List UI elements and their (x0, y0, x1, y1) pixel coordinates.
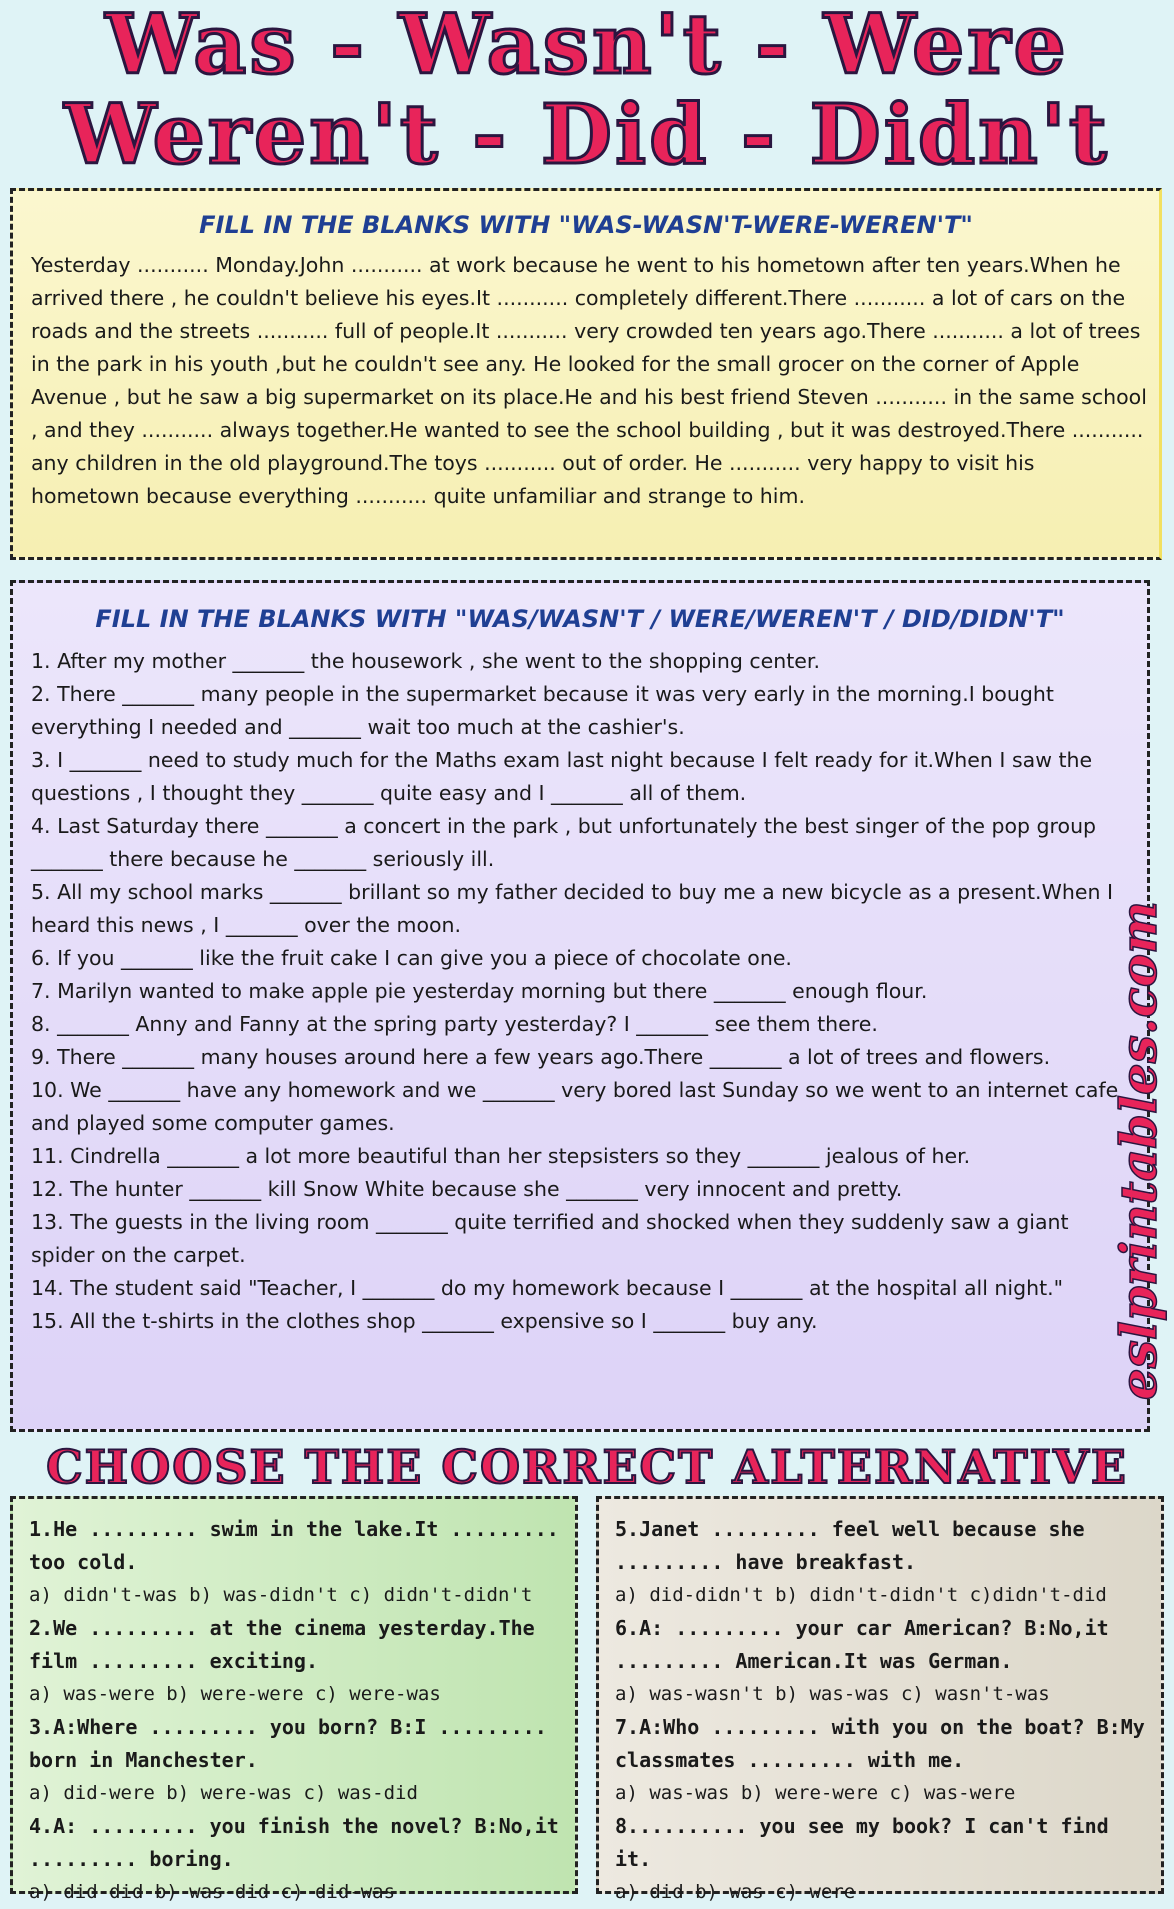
exercise-2-item: 3. I _______ need to study much for the Maths exam last night because I felt ready for it.When I saw the questions , I thought they _______ quite easy and I _______ all of them. (31, 748, 1093, 805)
exercise-2-item: 14. The student said "Teacher, I _______ do my homework because I _______ at the hospital all night." (31, 1276, 1064, 1300)
exercise-2-item: 10. We _______ have any homework and we _______ very bored last Sunday so we went to an internet cafe and played some computer games. (31, 1078, 1119, 1135)
mc-options: a) was-was b) were-were c) was-were (615, 1782, 1016, 1804)
mc-question: 4.A: ......... you finish the novel? B:No,it ......... boring. (29, 1814, 559, 1871)
mc-options: a) didn't-was b) was-didn't c) didn't-didn't (29, 1584, 533, 1606)
exercise-2-items (31, 645, 1133, 1338)
exercise-3-left-box (10, 1496, 578, 1903)
exercise-2-item: 1. After my mother _______ the housework , she went to the shopping center. (31, 649, 820, 673)
exercise-2-item: 7. Marilyn wanted to make apple pie yesterday morning but there _______ enough flour. (31, 979, 928, 1003)
exercise-2-item: 8. _______ Anny and Fanny at the spring party yesterday? I _______ see them there. (31, 1012, 878, 1036)
exercise-3-right-box (596, 1496, 1164, 1903)
page-title-line-2: Weren't - Did - Didn't (64, 87, 1110, 183)
exercise-2-item: 12. The hunter _______ kill Snow White because she _______ very innocent and pretty. (31, 1177, 903, 1201)
mc-options: a) was-wasn't b) was-was c) wasn't-was (615, 1683, 1050, 1705)
exercise-1-paragraph: Yesterday ........... Monday.John ........... at work because he went to his hometown after ten years.When he arrived there , he couldn't believe his eyes.It ........... completely different.There ........... a lot of cars on the roads and the streets ........... full of people.It ........... very crowded ten years ago.There ........... a lot of trees in the park in his youth ,but he couldn't see any. He looked for the small grocer on the corner of Apple Avenue , but he saw a big supermarket on its place.He and his best friend Steven ........... in the same school , and they ........... always together.He wanted to see the school building , but it was destroyed.There ........... any children in the old playground.The toys ........... out of order. He ........... very happy to visit his hometown because everything ........... quite unfamiliar and strange to him. (31, 253, 1147, 508)
watermark (1106, 870, 1172, 1430)
watermark-text: eslprintables.com (1109, 900, 1169, 1400)
mc-question: 5.Janet ......... feel well because she ......... have breakfast. (615, 1517, 1085, 1574)
exercise-2-item: 6. If you _______ like the fruit cake I can give you a piece of chocolate one. (31, 946, 792, 970)
mc-options: a) did b) was c) were (615, 1881, 856, 1903)
exercise-2-item: 11. Cindrella _______ a lot more beautiful than her stepsisters so they _______ jealous of her. (31, 1144, 971, 1168)
mc-question: 6.A: ......... your car American? B:No,it ......... American.It was German. (615, 1616, 1109, 1673)
exercise-3-heading: CHOOSE THE CORRECT ALTERNATIVE (46, 1440, 1128, 1494)
mc-options: a) was-were b) were-were c) were-was (29, 1683, 441, 1705)
exercise-2-item: 15. All the t-shirts in the clothes shop _______ expensive so I _______ buy any. (31, 1309, 818, 1333)
exercise-2-heading: FILL IN THE BLANKS WITH "WAS/WASN'T / WERE/WEREN'T / DID/DIDN'T" (95, 605, 1065, 633)
mc-question: 7.A:Who ......... with you on the boat? B:My classmates ......... with me. (615, 1715, 1145, 1772)
page-title-line-1: Was - Wasn't - Were (105, 0, 1069, 93)
mc-options: a) did-were b) were-was c) was-did (29, 1782, 418, 1804)
exercise-2-item: 9. There _______ many houses around here a few years ago.There _______ a lot of trees and flowers. (31, 1045, 1051, 1069)
exercise-2-box (10, 580, 1150, 1432)
exercise-2-item: 13. The guests in the living room _______ quite terrified and shocked when they suddenly saw a giant spider on the carpet. (31, 1210, 1069, 1267)
mc-question: 3.A:Where ......... you born? B:I ......... born in Manchester. (29, 1715, 547, 1772)
mc-question: 8.......... you see my book? I can't find it. (615, 1814, 1109, 1871)
exercise-1-heading: FILL IN THE BLANKS WITH "WAS-WASN'T-WERE-WEREN'T" (199, 211, 973, 239)
exercise-2-item: 2. There _______ many people in the supermarket because it was very early in the morning.I bought everything I needed and _______ wait too much at the cashier's. (31, 682, 1054, 739)
mc-options: a) did-didn't b) didn't-didn't c)didn't-did (615, 1584, 1107, 1606)
mc-question: 2.We ......... at the cinema yesterday.The film ......... exciting. (29, 1616, 535, 1673)
exercise-1-box (10, 188, 1162, 560)
exercise-2-item: 5. All my school marks _______ brillant so my father decided to buy me a new bicycle as a present.When I heard this news , I _______ over the moon. (31, 880, 1113, 937)
exercise-2-item: 4. Last Saturday there _______ a concert in the park , but unfortunately the best singer of the pop group _______ there because he _______ seriously ill. (31, 814, 1097, 871)
mc-question: 1.He ......... swim in the lake.It ......... too cold. (29, 1517, 559, 1574)
mc-options: a) did-did b) was-did c) did-was (29, 1881, 396, 1903)
